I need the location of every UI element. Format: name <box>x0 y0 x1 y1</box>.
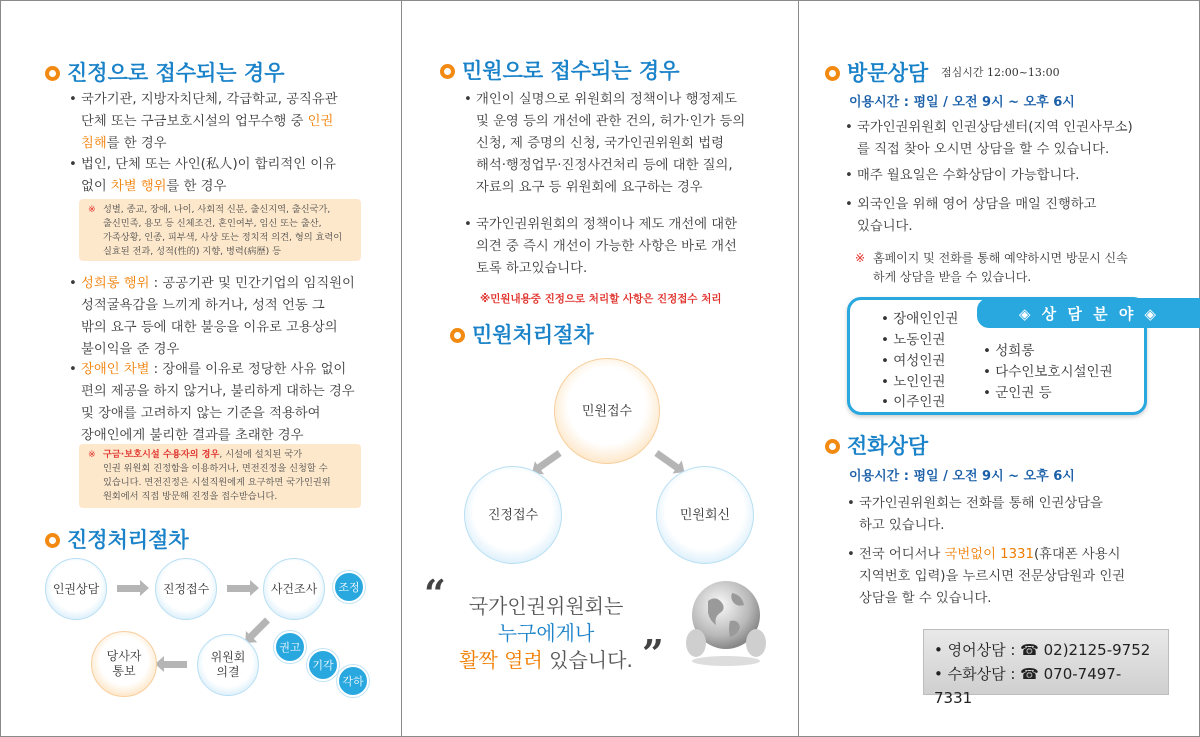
circle-bullet-icon <box>440 64 455 79</box>
panel-complaint <box>0 0 402 737</box>
arrow-right-icon <box>227 585 251 592</box>
heading-complaint-cases: 진정으로 접수되는 경우 <box>45 57 284 87</box>
result-dismiss: 기각 <box>307 649 339 681</box>
close-quote-icon: ” <box>642 631 664 676</box>
slogan: 국가인권위원회는 누구에게나 활짝 열려 있습니다. <box>459 594 633 672</box>
circle-bullet-icon <box>450 328 465 343</box>
arrow-right-icon <box>117 585 141 592</box>
step-civil-receipt: 민원접수 <box>554 358 660 464</box>
english-line: • 영어상담 : ☎ 02)2125-9752 <box>934 641 1151 659</box>
step-counseling: 인권상담 <box>45 558 107 620</box>
circle-bullet-icon <box>825 66 840 81</box>
list-item: • 국가인권위원회는 전화를 통해 인권상담을 하고 있습니다. <box>847 496 1103 533</box>
visit-hours: 이용시간 : 평일 / 오전 9시 ~ 오후 6시 <box>849 95 1075 110</box>
step-civil-reply: 민원회신 <box>656 466 754 564</box>
list-item: • 개인이 실명으로 위원회의 정책이나 행정제도 및 운영 등의 개선에 관한 건의, 허가·인가 등의 신청, 제 증명의 신청, 국가인권위원회 법령 해석·행정업무·진정사건처리 등에 대한 질의, 자료의 요구 등 위원회에 요구하는 경우 <box>464 92 746 195</box>
step-petition-receipt: 진정접수 <box>155 558 217 620</box>
globe-hands-image <box>678 571 774 667</box>
step-party-notice: 당사자 통보 <box>91 631 157 697</box>
heading-civil-procedure: 민원처리절차 <box>450 319 594 349</box>
step-committee-decision: 위원회 의결 <box>197 634 259 696</box>
arrow-left-icon <box>163 661 187 668</box>
heading-civil-cases: 민원으로 접수되는 경우 <box>440 55 679 85</box>
result-reject: 각하 <box>337 665 369 697</box>
heading-phone-counseling: 전화상담 <box>825 430 928 460</box>
list-item: • 법인, 단체 또는 사인(私人)이 합리적인 이유 없이 차별 행위를 한 경우 <box>69 157 337 194</box>
civil-note: ※민원내용중 진정으로 처리할 사항은 진정접수 처리 <box>480 293 722 305</box>
arrow-down-right-icon <box>654 450 679 471</box>
sign-language-line: • 수화상담 : ☎ 070-7497-7331 <box>934 665 1122 707</box>
step-investigation: 사건조사 <box>263 558 325 620</box>
heading-complaint-procedure: 진정처리절차 <box>45 524 189 554</box>
circle-bullet-icon <box>825 439 840 454</box>
panel-civil-petition <box>401 0 799 737</box>
list-item: • 외국인을 위해 영어 상담을 매일 진행하고 있습니다. <box>845 197 1097 234</box>
list-item: • 장애인 차별 : 장애를 이유로 정당한 사유 없이 편의 제공을 하지 않거나, 불리하게 대하는 경우 및 장애를 고려하지 않는 기준을 적용하여 장애인에게 불리한 결과를 초래한 경우 <box>69 362 355 443</box>
step-mediation: 조정 <box>333 571 365 603</box>
list-item: • 성희롱 행위 : 공공기관 및 민간기업의 임직원이 성적굴욕감을 느끼게 하거나, 성적 언동 그 밖의 요구 등에 대한 불응을 이유로 고용상의 불이익을 준 경우 <box>69 276 355 357</box>
open-quote-icon: “ <box>424 571 446 616</box>
step-petition-receipt: 진정접수 <box>464 466 562 564</box>
result-recommend: 권고 <box>274 631 306 663</box>
list-item: • 국가인권위원회 인권상담센터(지역 인권사무소) 를 직접 찾아 오시면 상담을 할 수 있습니다. <box>845 120 1133 157</box>
note-detention-facility: ※ 구금·보호시설 수용자의 경우, 시설에 설치된 국가 인권 위원회 진정함을 이용하거나, 면전진정을 신청할 수 있습니다. 면전진정은 시설직원에게 요구하면 국가인권위 원회에서 직접 방문해 진정을 접수받습니다. <box>79 444 361 508</box>
list-item: • 매주 월요일은 수화상담이 가능합니다. <box>845 168 1080 183</box>
phone-numbers-box <box>923 629 1169 707</box>
arrow-down-left-icon <box>248 618 270 640</box>
note-discrimination-grounds: ※ 성별, 종교, 장애, 나이, 사회적 신분, 출신지역, 출신국가, 출신민족, 용모 등 신체조건, 혼인여부, 임신 또는 출산, 가족상황, 인종, 피부색, 사상 또는 정치적 의견, 형의 효력이 실효된 전과, 성적(性的) 지향, 병력(病歷) 등 <box>79 199 361 261</box>
list-item: • 국가기관, 지방자치단체, 각급학교, 공직유관 단체 또는 구금보호시설의 업무수행 중 인권 침해를 한 경우 <box>69 92 338 151</box>
list-item: • 전국 어디서나 국번없이 1331(휴대폰 사용시 지역번호 입력)을 누르시면 전문상담원과 인권 상담을 할 수 있습니다. <box>847 547 1126 606</box>
heading-visit-counseling: 방문상담 <box>825 57 928 87</box>
list-item: • 국가인권위원회의 정책이나 제도 개선에 대한 의견 중 즉시 개선이 가능한 사항은 바로 개선 토록 하고있습니다. <box>464 217 737 276</box>
phone-hours: 이용시간 : 평일 / 오전 9시 ~ 오후 6시 <box>849 469 1075 484</box>
circle-bullet-icon <box>45 66 60 81</box>
visit-note: ※ 홈페이지 및 전화를 통해 예약하시면 방문시 신속 하게 상담을 받을 수 있습니다. <box>855 251 1128 284</box>
circle-bullet-icon <box>45 533 60 548</box>
lunch-time: 점심시간 12:00~13:00 <box>941 66 1060 79</box>
arrow-down-left-icon <box>536 450 561 471</box>
counseling-fields-tag: ◈ 상 담 분 야 ◈ <box>977 298 1200 328</box>
panel-counseling: 방문상담 점심시간 12:00~13:00 이용시간 : 평일 / 오전 9시 ~ 오후 6시 • 국가인권위원회 인권상담센터(지역 인권사무소) 를 직접 찾아 오시면 상담을 할 수 있습니다. • 매주 월요일은 수화상담이 가능합니다. • 외국인을 위해 영어 상담을 매일 진행하고 있습니다. ※ 홈페이지 및 전화를 통해 예약하시면 방문시 신속 하게 상담을 받을 수 있습니다. ◈ 상 담 분 야 ◈ • 장애인인권 • 노동인권 • 여성인권 • 노인인권 • 이주인권 • 성희롱 • 다수인보호시설인권 • 군인권 등 전화상담 이용시간 : 평일 / 오전 9시 ~ 오후 6시 • 국가인권위원회는 전화를 통해 인권상담을 하고 있습니다. • 전국 어디서나 국번없이 1331(휴대폰 사용시 지역번호 입력)을 누르시면 전문상담원과 인권 상담을 할 수 있습니다. • 영어상담 : ☎ 02)2125-9752 • 수화상담 : ☎ 070-7497-7331 <box>798 0 1200 737</box>
